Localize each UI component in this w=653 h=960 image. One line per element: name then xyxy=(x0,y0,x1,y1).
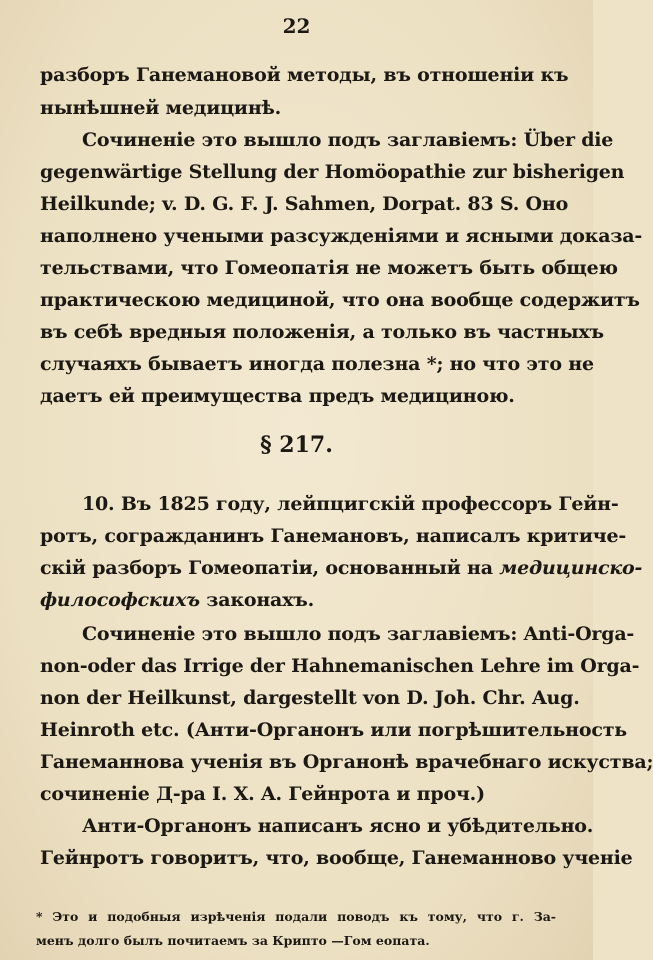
footnote-line: * Это и подобныя изрѣченiя подали поводъ къ тому, что г. За- xyxy=(36,909,556,924)
text-span: законахъ. xyxy=(199,589,315,611)
text-span: скiй разборъ Гомеопатiи, основанный на xyxy=(40,557,500,579)
text-line: даетъ ей преимущества предъ медициною. xyxy=(40,385,515,407)
text-line: нынѣшней медицинѣ. xyxy=(40,97,282,119)
text-line xyxy=(40,556,643,580)
text-line: Сочиненiе это вышло подъ заглавiемъ: Anti-Orga- xyxy=(82,623,635,645)
italic-text: философскихъ xyxy=(40,589,200,611)
text-line: наполнено учеными разсужденiями и ясными доказа- xyxy=(40,225,643,247)
text-line: практическою медициной, что она вообще содержитъ xyxy=(40,289,640,311)
text-line: non-oder das Irrige der Hahnemanischen Lehre im Orga- xyxy=(40,655,640,677)
text-line: Ганеманнова ученiя въ Органонѣ врачебнаго искуства; xyxy=(40,751,653,773)
page-number: 22 xyxy=(282,14,311,38)
text-line: тельствами, что Гомеопатiя не можетъ быть общею xyxy=(40,257,618,279)
text-line: non der Heilkunst, dargestellt von D. Joh. Chr. Aug. xyxy=(40,687,580,709)
text-line: разборъ Ганемановой методы, въ отношенiи къ xyxy=(40,64,569,86)
italic-text: медицинско- xyxy=(499,557,643,579)
text-line: въ себѣ вредныя положенiя, а только въ частныхъ xyxy=(40,321,604,343)
text-line: Heinroth etc. (Анти-Органонъ или погрѣшительность xyxy=(40,719,627,741)
text-line: gegenwärtige Stellung der Homöopathie zur bisherigen xyxy=(40,161,625,183)
text-line: Heilkunde; v. D. G. F. J. Sahmen, Dorpat. 83 S. Оно xyxy=(40,193,569,215)
text-line: 10. Въ 1825 году, лейпцигскiй профессоръ Гейн- xyxy=(82,493,619,515)
section-heading: § 217. xyxy=(260,432,333,458)
text-line: Анти-Органонъ написанъ ясно и убѣдительно. xyxy=(82,815,594,837)
text-line: ротъ, согражданинъ Ганемановъ, написалъ критиче- xyxy=(40,525,627,547)
text-line: сочиненiе Д-ра I. X. A. Гейнрота и проч.) xyxy=(40,783,485,805)
footnote-line: менъ долго былъ почитаемъ за Крипто —Гом еопата. xyxy=(36,933,430,948)
text-line: случаяхъ бываетъ иногда полезна *; но что это не xyxy=(40,353,594,375)
text-line xyxy=(40,588,558,612)
text-line: Сочиненiе это вышло подъ заглавiемъ: Über die xyxy=(82,129,614,151)
text-line: Гейнротъ говоритъ, что, вообще, Ганеманново ученiе xyxy=(40,847,633,869)
